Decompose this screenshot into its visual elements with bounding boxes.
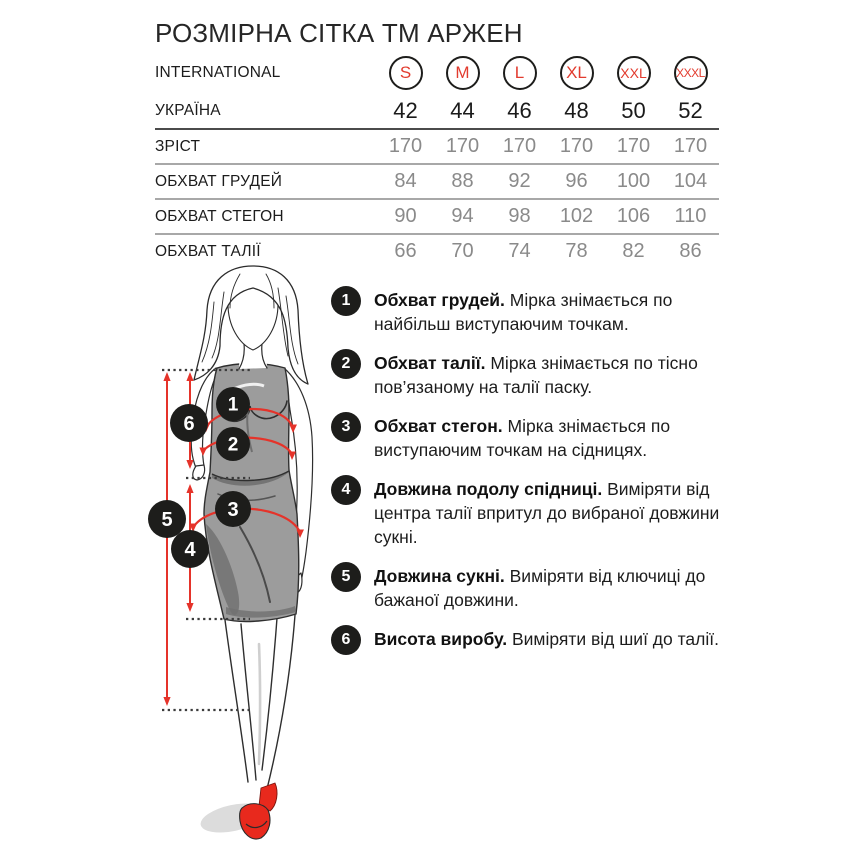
figure-badge-1-num: 1 — [227, 394, 239, 416]
list-badge-2: 2 — [331, 349, 361, 379]
list-item-bust — [331, 288, 729, 336]
size-table — [155, 52, 719, 268]
list-badge-1: 1 — [331, 286, 361, 316]
measure-term: Висота виробу. — [374, 629, 508, 649]
size-circle-label: L — [514, 63, 525, 82]
list-item-dress-length — [331, 564, 729, 612]
cell-value: 170 — [502, 135, 537, 157]
cell-value: 106 — [616, 205, 651, 227]
size-circle-xl — [560, 56, 594, 90]
row-label: ОБХВАТ СТЕГОН — [155, 207, 284, 225]
cell-value: 104 — [673, 170, 708, 192]
figure-badge-4-num: 4 — [184, 539, 196, 561]
cell-value: 86 — [679, 240, 702, 262]
international-label: INTERNATIONAL — [155, 64, 281, 81]
measure-desc: Мірка знімається по найбільш виступаючим точкам. — [374, 290, 673, 334]
cell-value: 94 — [451, 205, 474, 227]
list-badge-3: 3 — [331, 412, 361, 442]
size-circle-label: XL — [566, 63, 587, 82]
ukraine-label: УКРАЇНА — [155, 102, 221, 119]
cell-value: 170 — [388, 135, 423, 157]
row-label: ОБХВАТ ГРУДЕЙ — [155, 172, 283, 190]
cell-value: 170 — [445, 135, 480, 157]
figure-badge-5-num: 5 — [161, 509, 173, 531]
cell-value: 98 — [508, 205, 531, 227]
list-item-skirt-length — [331, 477, 729, 549]
measure-desc: Виміряти від центра талії впритул до вибраної довжини сукні. — [374, 479, 720, 547]
list-badge-6: 6 — [331, 625, 361, 655]
cell-value: 92 — [508, 170, 531, 192]
page-title: РОЗМІРНА СІТКА ТМ АРЖЕН — [155, 18, 523, 48]
cell-value: 102 — [559, 205, 594, 227]
ua-size-value: 44 — [450, 98, 475, 123]
measure-term: Обхват грудей. — [374, 290, 505, 310]
size-circle-label: S — [399, 63, 412, 82]
cell-value: 96 — [565, 170, 588, 192]
ua-size-value: 46 — [507, 98, 532, 123]
legs — [225, 615, 295, 789]
list-item-product-height — [331, 627, 729, 655]
list-item-waist — [331, 351, 729, 399]
woman-illustration-svg — [140, 262, 340, 850]
measure-term: Довжина сукні. — [374, 566, 505, 586]
cell-value: 110 — [674, 205, 707, 227]
measure-term: Обхват стегон. — [374, 416, 503, 436]
table-row-height — [155, 130, 719, 163]
red-heels — [240, 783, 277, 839]
cell-value: 74 — [508, 240, 531, 262]
list-badge-4: 4 — [331, 475, 361, 505]
size-circle-m — [446, 56, 480, 90]
measurement-figure — [140, 262, 340, 850]
row-label: ЗРІСТ — [155, 137, 201, 155]
row-label: ОБХВАТ ТАЛІЇ — [155, 242, 261, 260]
ua-size-value: 52 — [678, 98, 703, 123]
table-row-hips — [155, 200, 719, 233]
ua-size-value: 42 — [393, 98, 418, 123]
measure-desc: Мірка знімається по тісно пов’язаному на талії паску. — [374, 353, 698, 397]
cell-value: 170 — [616, 135, 651, 157]
size-circle-l — [503, 56, 537, 90]
cell-value: 66 — [394, 240, 417, 262]
figure-badge-2-num: 2 — [227, 434, 239, 456]
size-circle-label: XXL — [620, 65, 647, 81]
cell-value: 170 — [673, 135, 708, 157]
measure-term: Обхват талії. — [374, 353, 486, 373]
measurement-list — [331, 288, 729, 670]
size-circle-xxl — [617, 56, 651, 90]
table-row-ukraine — [155, 94, 719, 128]
ua-size-value: 48 — [564, 98, 589, 123]
measure-term: Довжина подолу спідниці. — [374, 479, 603, 499]
figure-badge-3-num: 3 — [227, 499, 239, 521]
measure-desc: Виміряти від шиї до талії. — [511, 629, 719, 649]
cell-value: 78 — [565, 240, 588, 262]
size-circle-label: M — [455, 63, 470, 82]
ua-size-value: 50 — [621, 98, 646, 123]
cell-value: 70 — [451, 240, 474, 262]
cell-value: 100 — [616, 170, 651, 192]
cell-value: 88 — [451, 170, 474, 192]
size-circle-s — [389, 56, 423, 90]
measure-desc: Виміряти від ключиці до бажаної довжини. — [374, 566, 706, 610]
cell-value: 170 — [559, 135, 594, 157]
cell-value: 82 — [622, 240, 645, 262]
measure-desc: Мірка знімається по виступаючим точкам на сідницях. — [374, 416, 671, 460]
size-circle-label: XXXL — [676, 66, 705, 80]
size-circle-xxxl — [674, 56, 708, 90]
table-row-bust — [155, 165, 719, 198]
cell-value: 90 — [394, 205, 417, 227]
shoe-front — [240, 804, 270, 839]
figure-badge-6-num: 6 — [183, 413, 195, 435]
table-row-international — [155, 52, 719, 94]
list-item-hips — [331, 414, 729, 462]
list-badge-5: 5 — [331, 562, 361, 592]
cell-value: 84 — [394, 170, 417, 192]
